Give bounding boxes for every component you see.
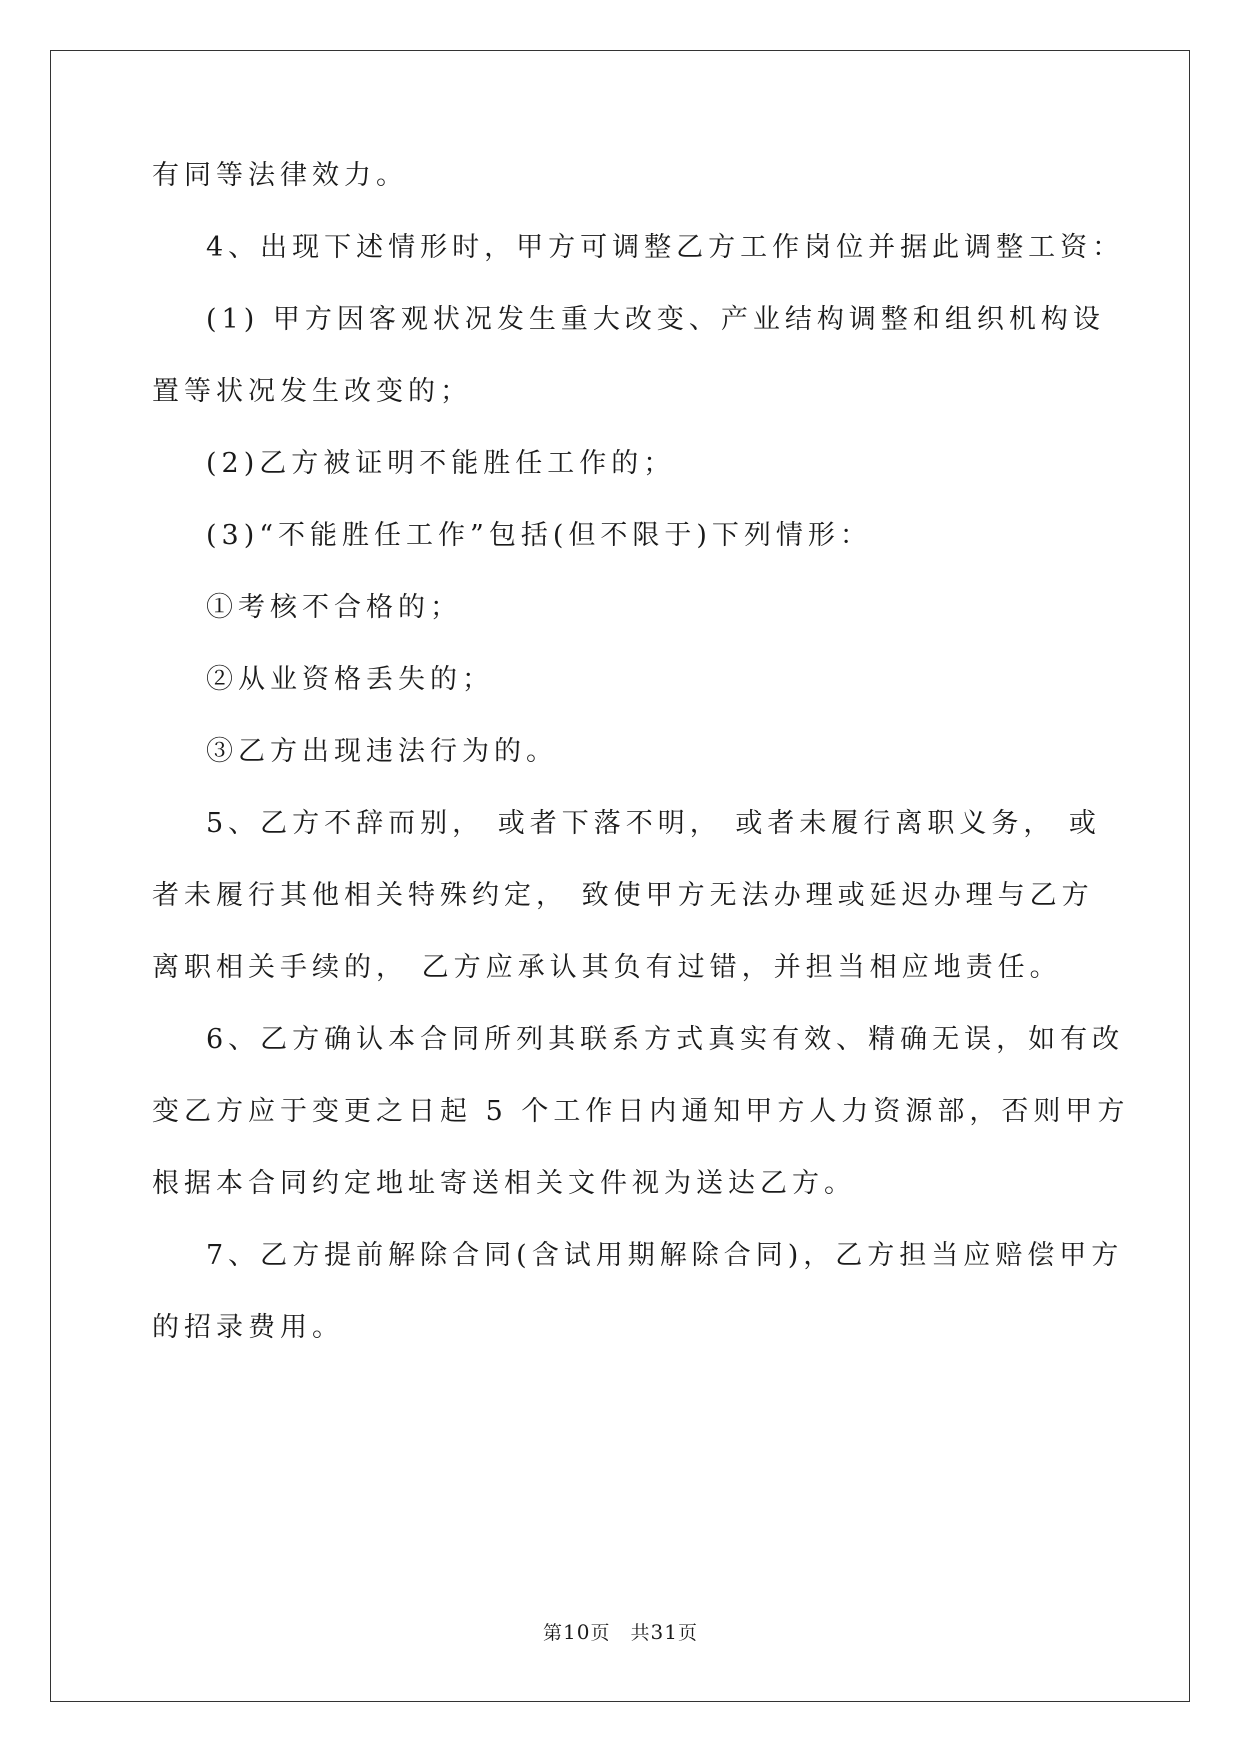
text-line: 变乙方应于变更之日起 5 个工作日内通知甲方人力资源部，否则甲方 [152,1096,1130,1127]
footer-prefix: 第 [543,1622,564,1644]
text-line: 7、乙方提前解除合同(含试用期解除合同)，乙方担当应赔偿甲方 [206,1240,1124,1271]
text-line: 4、出现下述情形时，甲方可调整乙方工作岗位并据此调整工资： [206,232,1125,263]
text-line: 离职相关手续的， 乙方应承认其负有过错，并担当相应地责任。 [152,952,1062,983]
total-pages-number: 31 [650,1620,678,1644]
text-line: 置等状况发生改变的； [152,376,472,407]
text-line: 的招录费用。 [152,1312,344,1343]
text-line: ③乙方出现违法行为的。 [206,736,558,767]
text-line: (2)乙方被证明不能胜任工作的； [206,448,676,479]
page-footer [0,1618,1241,1647]
footer-mid: 页 共 [590,1622,651,1644]
text-line: 6、乙方确认本合同所列其联系方式真实有效、精确无误，如有改 [206,1024,1125,1055]
text-line: ②从业资格丢失的； [206,664,494,695]
current-page-number: 10 [563,1620,591,1644]
text-line: 5、乙方不辞而别， 或者下落不明， 或者未履行离职义务， 或 [206,808,1101,839]
text-line: (3)“不能胜任工作”包括(但不限于)下列情形： [206,520,872,551]
text-line: 者未履行其他相关特殊约定， 致使甲方无法办理或延迟办理与乙方 [152,880,1094,911]
text-line: 有同等法律效力。 [152,160,408,191]
text-line: 根据本合同约定地址寄送相关文件视为送达乙方。 [152,1168,856,1199]
footer-suffix: 页 [677,1622,698,1644]
text-line: ①考核不合格的； [206,592,462,623]
text-line: (1) 甲方因客观状况发生重大改变、产业结构调整和组织机构设 [206,304,1105,335]
